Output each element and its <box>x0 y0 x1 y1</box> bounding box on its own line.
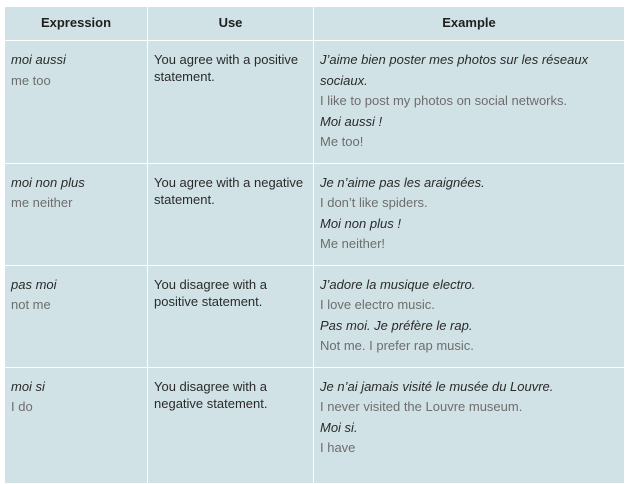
expression-cell <box>5 265 148 367</box>
example-statement-french: Je n’aime pas les araignées. <box>320 174 485 190</box>
expression-french: moi si <box>11 378 45 394</box>
expression-english: I do <box>11 399 33 414</box>
example-cell <box>314 367 625 483</box>
example-cell <box>314 265 625 367</box>
expression-english: me too <box>11 72 51 88</box>
example-reply-french: Moi si. <box>320 419 358 435</box>
example-reply-english: Me neither! <box>320 236 386 251</box>
example-statement-french: Je n’ai jamais visité le musée du Louvre. <box>320 378 554 394</box>
table-row <box>5 163 625 265</box>
expression-cell <box>5 163 148 265</box>
example-statement-english: I don’t like spiders. <box>320 195 428 210</box>
use-cell <box>148 367 314 483</box>
header-example: Example <box>314 7 625 41</box>
table-row <box>5 265 625 367</box>
table-row <box>5 367 625 483</box>
header-use: Use <box>148 7 314 41</box>
expression-english: not me <box>11 297 51 312</box>
example-reply-french: Moi aussi ! <box>320 113 383 129</box>
use-cell <box>148 163 314 265</box>
example-cell <box>314 41 625 164</box>
expression-cell <box>5 41 148 164</box>
expression-french: pas moi <box>11 276 57 292</box>
example-reply-french: Moi non plus ! <box>320 215 401 231</box>
example-reply-english: Me too! <box>320 134 364 149</box>
example-reply-english: Not me. I prefer rap music. <box>320 338 474 353</box>
expression-table <box>4 6 625 484</box>
table-header-row <box>5 7 625 41</box>
example-statement-english: I love electro music. <box>320 297 435 312</box>
expression-french: moi aussi <box>11 52 66 67</box>
expression-table-container <box>4 6 625 484</box>
example-cell <box>314 163 625 265</box>
example-statement-english: I never visited the Louvre museum. <box>320 399 523 414</box>
use-cell <box>148 265 314 367</box>
expression-french: moi non plus <box>11 174 85 190</box>
example-statement-english: I like to post my photos on social networks. <box>320 93 568 108</box>
example-reply-french: Pas moi. Je préfère le rap. <box>320 317 473 333</box>
example-reply-english: I have <box>320 440 356 455</box>
use-text: You agree with a negative statement. <box>154 174 304 207</box>
header-expression: Expression <box>5 7 148 41</box>
expression-cell <box>5 367 148 483</box>
use-cell <box>148 41 314 164</box>
expression-english: me neither <box>11 195 73 210</box>
example-statement-french: J’aime bien poster mes photos sur les réseaux sociaux. <box>320 52 589 88</box>
example-statement-french: J’adore la musique electro. <box>320 276 476 292</box>
use-text: You disagree with a negative statement. <box>154 378 268 411</box>
table-row <box>5 41 625 164</box>
use-text: You agree with a positive statement. <box>154 52 299 84</box>
use-text: You disagree with a positive statement. <box>154 276 267 309</box>
